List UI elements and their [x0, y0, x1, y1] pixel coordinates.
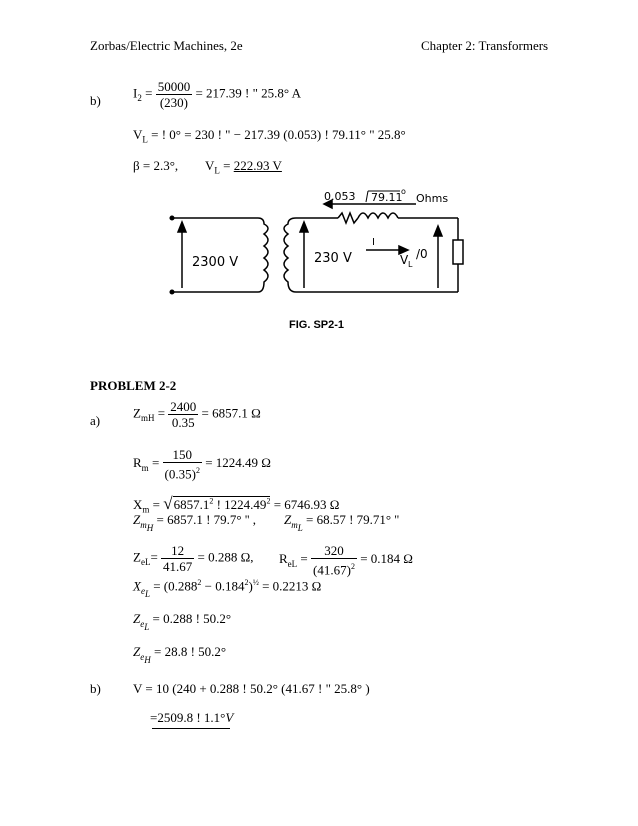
zmh-pre: Z [133, 405, 141, 421]
zel2-rhs: = 0.288 ! 50.2° [149, 611, 232, 626]
xm-eq: = [149, 497, 164, 512]
series-inductor [358, 213, 398, 218]
rel-rhs: = 0.184 Ω [360, 551, 413, 567]
zmh-den: 0.35 [171, 415, 195, 430]
xm-radicand [173, 496, 271, 512]
xel-sub-e: e [140, 585, 145, 596]
zeh-sub-e: e [140, 651, 145, 662]
xm-rad-mid: ! 1224.49 [213, 497, 267, 512]
zmh-phasor [133, 512, 256, 532]
vl-rhs: = ! 0° = 230 ! " − 217.39 (0.053) ! 79.11° " 25.8° [147, 127, 406, 142]
current-label: I [372, 237, 375, 248]
vl-pre: V [133, 127, 143, 142]
sqrt-icon: √ [163, 494, 173, 513]
degree-mark: o [401, 188, 406, 196]
xel-mid3: ) [248, 578, 253, 594]
rel-den [311, 559, 357, 577]
impedance-magnitude: 0.053 [324, 190, 356, 203]
load-resistor [453, 240, 463, 264]
transformer-circuit-figure [168, 188, 480, 303]
zel2-subsub: L [144, 621, 150, 632]
zml-sub-m: m [291, 519, 298, 530]
angle-slash [366, 191, 368, 202]
i2-rhs: = 217.39 ! " 25.8° A [195, 85, 302, 101]
secondary-coil [284, 218, 296, 292]
vl-equation [133, 127, 406, 145]
zmh2-pre: Z [133, 512, 141, 527]
rm-den-exp: 2 [195, 466, 200, 475]
part-a-label: a) [90, 413, 101, 428]
zel-rhs: = 0.288 Ω, [197, 549, 254, 565]
i2-den: (230) [159, 95, 189, 110]
rm-eq: = [148, 455, 160, 471]
zeh-rhs: = 28.8 ! 50.2° [150, 644, 227, 659]
zmh2-sub-m: m [140, 519, 147, 530]
zmh-equation [133, 399, 261, 430]
xel-exp2: 2 [244, 578, 249, 587]
xel-mid2: − 0.184 [201, 578, 245, 594]
load-arrowhead [434, 226, 442, 236]
zel-eq: = [150, 549, 158, 565]
v-result-value: =2509.8 ! 1.1° [150, 710, 226, 725]
load-voltage-angle: /0 [416, 247, 428, 261]
vl2-pre: V [205, 158, 215, 173]
xel-exp1: 2 [197, 578, 202, 587]
left-arrowhead [178, 222, 186, 232]
rel-den-base: (41.67) [313, 562, 351, 578]
vl2-sub: L [214, 165, 220, 176]
zml-rhs: = 68.57 ! 79.71° '' [302, 512, 400, 527]
vl2-eq: = [219, 158, 234, 173]
zmh2-subsub: H [146, 522, 154, 533]
xm-pre: X [133, 497, 143, 512]
zmh2-rhs: = 6857.1 ! 79.7° '' , [153, 512, 257, 527]
zel-sub: eL [140, 557, 151, 568]
impedance-angle: 79.11 [371, 191, 403, 204]
zel-fraction [161, 543, 194, 574]
xm-sub: m [142, 504, 150, 515]
xm-rad-a: 6857.1 [173, 497, 210, 512]
primary-coil [258, 218, 268, 292]
rm-equation [133, 447, 271, 481]
xel-sub [140, 585, 150, 599]
zel-den: 41.67 [163, 559, 193, 574]
xm-rad-b-exp: 2 [266, 496, 271, 506]
rel-equation [279, 543, 413, 577]
i2-sub: 2 [137, 93, 142, 104]
rm-den-base: (0.35) [164, 466, 196, 482]
zel2-pre: Z [133, 611, 141, 626]
zmh-sub: mH [140, 413, 155, 424]
rel-sub: eL [287, 558, 298, 569]
i2-eq: = [141, 85, 153, 101]
zeh-subsub: H [144, 654, 151, 665]
i2-lhs: I [133, 85, 138, 101]
part-b-label: b) [90, 93, 101, 108]
zmh-fraction [168, 399, 198, 430]
xel-pre: X [133, 578, 141, 594]
i2-equation [133, 79, 301, 110]
rm-num: 150 [163, 447, 202, 463]
right-arrowhead [300, 222, 308, 232]
vl-result [205, 158, 282, 176]
load-voltage-sub: L [408, 260, 413, 269]
rm-pre: R [133, 455, 142, 471]
xel-rhs: = 0.2213 Ω [258, 578, 322, 594]
rm-den [163, 463, 202, 481]
rel-pre: R [279, 551, 288, 567]
xm-rhs: = 6746.93 Ω [270, 497, 340, 512]
zmh-rhs: = 6857.1 Ω [201, 405, 261, 421]
zel-pre: Z [133, 549, 141, 565]
header-left: Zorbas/Electric Machines, 2e [90, 38, 243, 53]
zel2-sub-e: e [140, 618, 145, 629]
problem-title: PROBLEM 2-2 [90, 378, 177, 393]
zml-phasor [284, 512, 399, 532]
rm-fraction [163, 447, 202, 481]
zmh-num: 2400 [170, 399, 197, 414]
xel-exp3: ½ [252, 578, 259, 587]
load-voltage-v: V [400, 253, 409, 267]
i2-num: 50000 [157, 79, 191, 94]
impedance-unit: Ohms [416, 192, 449, 205]
xel-mid: = (0.288 [149, 578, 198, 594]
series-resistor [338, 213, 358, 223]
zel-phasor [133, 611, 231, 631]
header-right: Chapter 2: Transformers [421, 38, 549, 53]
xel-subsub: L [144, 588, 150, 599]
zeh-phasor [133, 644, 226, 664]
zel-equation [133, 543, 254, 574]
v-result-underline [152, 728, 230, 729]
beta-value: β = 2.3°, [133, 158, 179, 173]
zel-num: 12 [161, 543, 194, 559]
left-bottom-terminal [170, 290, 174, 294]
xm-rad-a-exp: 2 [209, 496, 214, 506]
zeh-sub [140, 651, 151, 665]
v-result [150, 710, 233, 726]
left-voltage-label: 2300 V [192, 255, 239, 270]
v-equation: V = 10 (240 + 0.288 ! 50.2° (41.67 ! " 25.8° ) [133, 681, 370, 696]
part-b-label-2: b) [90, 681, 101, 696]
i2-fraction [156, 79, 193, 110]
rm-rhs: = 1224.49 Ω [205, 455, 271, 471]
left-top-terminal [170, 216, 174, 220]
rel-fraction [311, 543, 357, 577]
v-result-unit: V [225, 710, 234, 725]
zeh-pre: Z [133, 644, 141, 659]
rm-sub: m [141, 462, 149, 473]
zmh2-sub [140, 519, 154, 533]
zel2-sub [140, 618, 150, 632]
zml-sub [291, 519, 303, 533]
rel-eq: = [297, 551, 308, 567]
figure-caption: FIG. SP2-1 [289, 319, 345, 331]
vl2-value: 222.93 V [233, 158, 282, 173]
zml-pre: Z [284, 512, 292, 527]
right-voltage-label: 230 V [314, 251, 352, 266]
xel-equation [133, 578, 321, 599]
rel-den-exp: 2 [350, 562, 355, 571]
zml-subsub: L [297, 522, 303, 533]
zmh-eq: = [154, 405, 166, 421]
vl-sub: L [142, 134, 148, 145]
rel-num: 320 [311, 543, 357, 559]
